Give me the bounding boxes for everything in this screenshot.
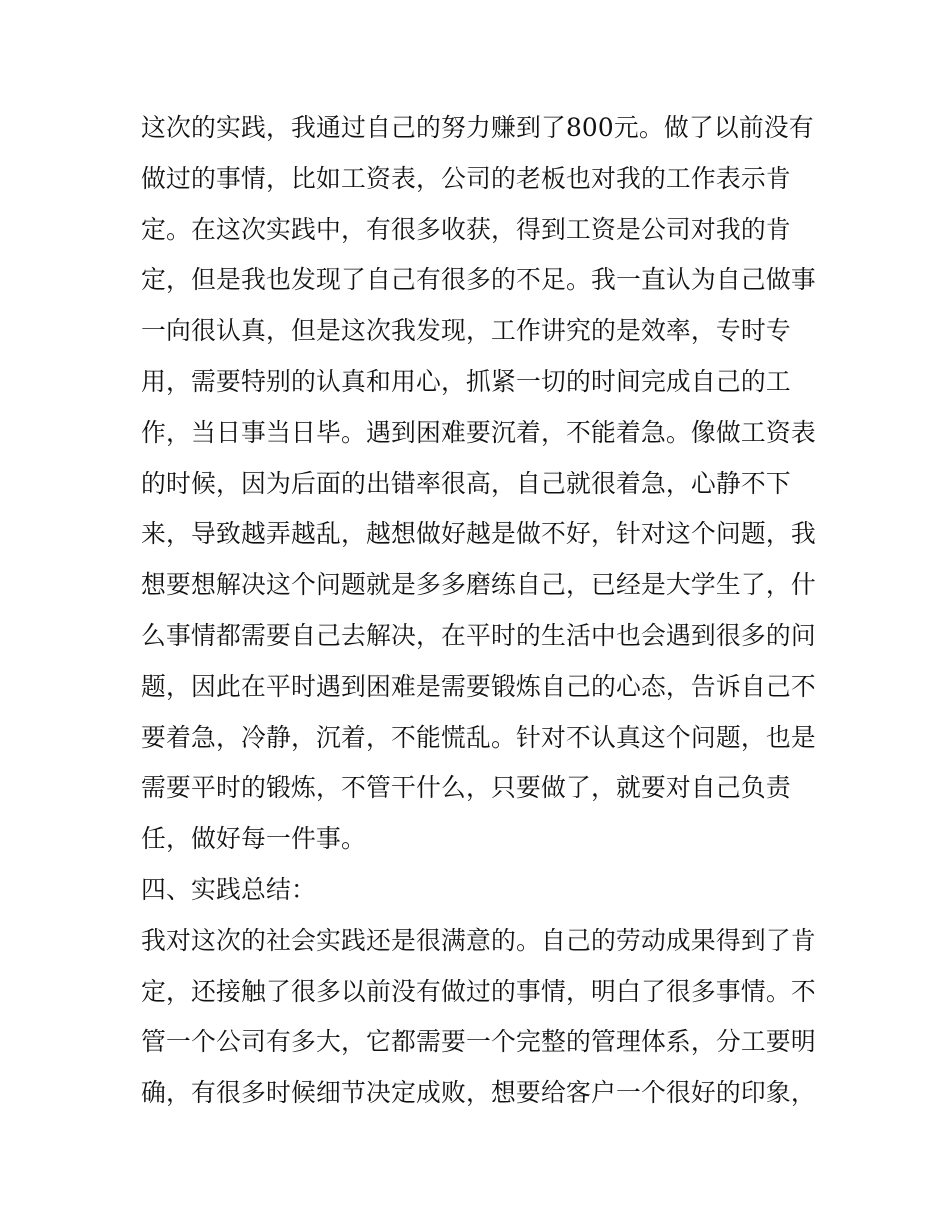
text-line: 作，当日事当日毕。遇到困难要沉着，不能着急。像做工资表 bbox=[141, 417, 816, 447]
text-line: 我对这次的社会实践还是很满意的。自己的劳动成果得到了肯 bbox=[141, 925, 816, 955]
document-page bbox=[141, 110, 821, 1126]
text-line: 定，还接触了很多以前没有做过的事情，明白了很多事情。不 bbox=[141, 976, 816, 1006]
text-line: 这次的实践，我通过自己的努力赚到了800元。做了以前没有 bbox=[141, 113, 814, 142]
text-line: 题，因此在平时遇到困难是需要锻炼自己的心态，告诉自己不 bbox=[141, 671, 816, 701]
text-line: 管一个公司有多大，它都需要一个完整的管理体系，分工要明 bbox=[141, 1027, 816, 1057]
text-line: 来，导致越弄越乱，越想做好越是做不好，针对这个问题，我 bbox=[141, 519, 816, 549]
section-heading: 四、实践总结： bbox=[141, 874, 316, 904]
text-line: 定。在这次实践中，有很多收获，得到工资是公司对我的肯 bbox=[141, 214, 791, 244]
text-line: 想要想解决这个问题就是多多磨练自己，已经是大学生了，什 bbox=[141, 570, 816, 600]
text-line: 要着急，冷静，沉着，不能慌乱。针对不认真这个问题，也是 bbox=[141, 722, 816, 752]
text-line: 做过的事情，比如工资表，公司的老板也对我的工作表示肯 bbox=[141, 163, 791, 193]
text-line: 么事情都需要自己去解决，在平时的生活中也会遇到很多的问 bbox=[141, 620, 816, 650]
text-line: 确，有很多时候细节决定成败，想要给客户一个很好的印象， bbox=[141, 1078, 816, 1108]
text-line: 任，做好每一件事。 bbox=[141, 824, 366, 854]
text-line: 定，但是我也发现了自己有很多的不足。我一直认为自己做事 bbox=[141, 265, 816, 295]
text-line: 需要平时的锻炼，不管干什么，只要做了，就要对自己负责 bbox=[141, 773, 791, 803]
text-line: 一向很认真，但是这次我发现，工作讲究的是效率，专时专 bbox=[141, 316, 791, 346]
text-line: 的时候，因为后面的出错率很高，自己就很着急，心静不下 bbox=[141, 468, 791, 498]
text-line: 用，需要特别的认真和用心，抓紧一切的时间完成自己的工 bbox=[141, 366, 791, 396]
